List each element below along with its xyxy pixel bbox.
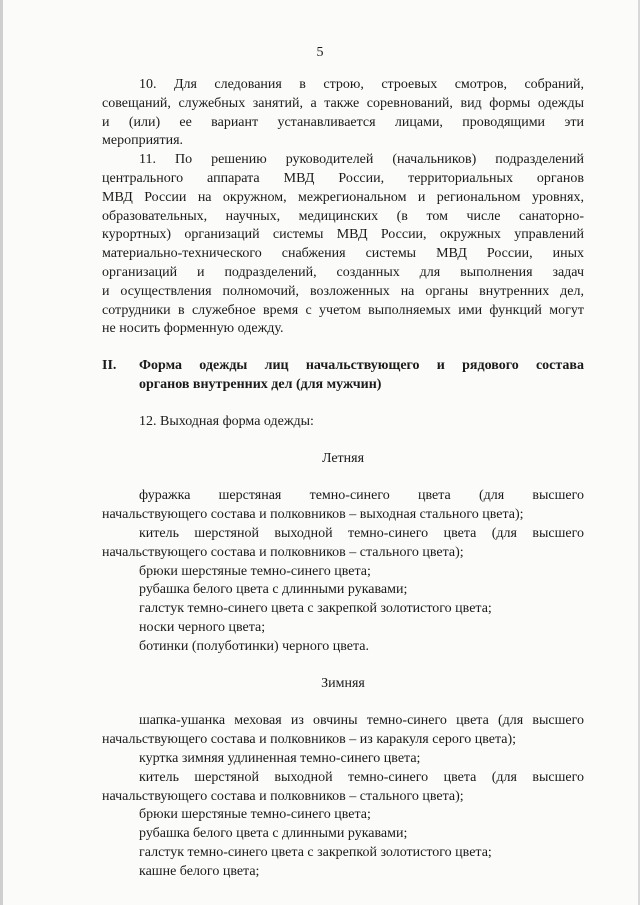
paragraph-11-line-8: и осуществления полномочий, возложенных на органы внутренних дел, <box>102 283 584 299</box>
winter-item-1-line-2: начальствующего состава и полковников – из каракуля серого цвета); <box>102 732 517 748</box>
summer-item-3: брюки шерстяные темно-синего цвета; <box>139 563 371 579</box>
paragraph-11-line-6: материально-технического снабжения системы МВД России, иных <box>102 246 584 262</box>
winter-item-3-line-1: китель шерстяной выходной темно-синего цвета (для высшего <box>139 769 584 785</box>
paragraph-11-line-10: не носить форменную одежду. <box>102 321 284 337</box>
section-title-line-1: Форма одежды лиц начальствующего и рядового состава <box>139 358 584 374</box>
document-body <box>102 76 584 881</box>
winter-heading: Зимняя <box>321 675 365 691</box>
summer-item-5: галстук темно-синего цвета с закрепкой золотистого цвета; <box>139 601 492 617</box>
winter-item-3-line-2: начальствующего состава и полковников – стального цвета); <box>102 788 464 804</box>
winter-item-6: галстук темно-синего цвета с закрепкой золотистого цвета; <box>139 844 492 860</box>
winter-item-1-line-1: шапка-ушанка меховая из овчины темно-синего цвета (для высшего <box>139 713 584 729</box>
winter-item-5: рубашка белого цвета с длинными рукавами; <box>139 826 408 842</box>
paragraph-11-line-3: МВД России на окружном, межрегиональном и региональном уровнях, <box>102 189 584 205</box>
summer-item-4: рубашка белого цвета с длинными рукавами; <box>139 582 408 598</box>
section-heading <box>102 357 584 395</box>
summer-item-1-line-2: начальствующего состава и полковников – выходная стального цвета); <box>102 507 524 523</box>
section-number: II. <box>102 358 117 374</box>
summer-item-2-line-2: начальствующего состава и полковников – стального цвета); <box>102 544 464 560</box>
paragraph-10-line-4: мероприятия. <box>102 133 184 149</box>
winter-item-2: куртка зимняя удлиненная темно-синего цвета; <box>139 750 421 766</box>
paragraph-11-line-9: сотрудники в служебное время с учетом выполняемых ими функций могут <box>102 302 584 318</box>
summer-item-2-line-1: китель шерстяной выходной темно-синего цвета (для высшего <box>139 525 584 541</box>
page-number: 5 <box>316 45 324 60</box>
summer-item-6: носки черного цвета; <box>139 619 266 635</box>
summer-heading: Летняя <box>321 450 365 466</box>
paragraph-12: 12. Выходная форма одежды: <box>139 413 314 429</box>
paragraph-11-line-4: образовательных, научных, медицинских (в том числе санаторно- <box>102 208 584 224</box>
paragraph-11-line-1: 11. По решению руководителей (начальников) подразделений <box>139 152 584 168</box>
winter-item-7: кашне белого цвета; <box>139 863 260 879</box>
paragraph-10-line-2: совещаний, служебных занятий, а также соревнований, вид формы одежды <box>102 95 584 111</box>
paragraph-11-line-5: курортных) организаций системы МВД России, окружных управлений <box>102 227 584 243</box>
paragraph-11-line-7: организаций и подразделений, созданных для выполнения задач <box>102 264 584 280</box>
summer-item-7: ботинки (полуботинки) черного цвета. <box>139 638 369 654</box>
section-title-line-2: органов внутренних дел (для мужчин) <box>139 376 382 392</box>
paragraph-10-line-1: 10. Для следования в строю, строевых смотров, собраний, <box>139 77 584 92</box>
paragraph-10-line-3: и (или) ее вариант устанавливается лицами, проводящими эти <box>102 114 584 130</box>
scan-edge-left <box>0 0 3 905</box>
paragraph-11-line-2: центрального аппарата МВД России, территориальных органов <box>102 170 584 186</box>
summer-item-1-line-1: фуражка шерстяная темно-синего цвета (для высшего <box>139 488 584 504</box>
winter-item-4: брюки шерстяные темно-синего цвета; <box>139 807 371 823</box>
